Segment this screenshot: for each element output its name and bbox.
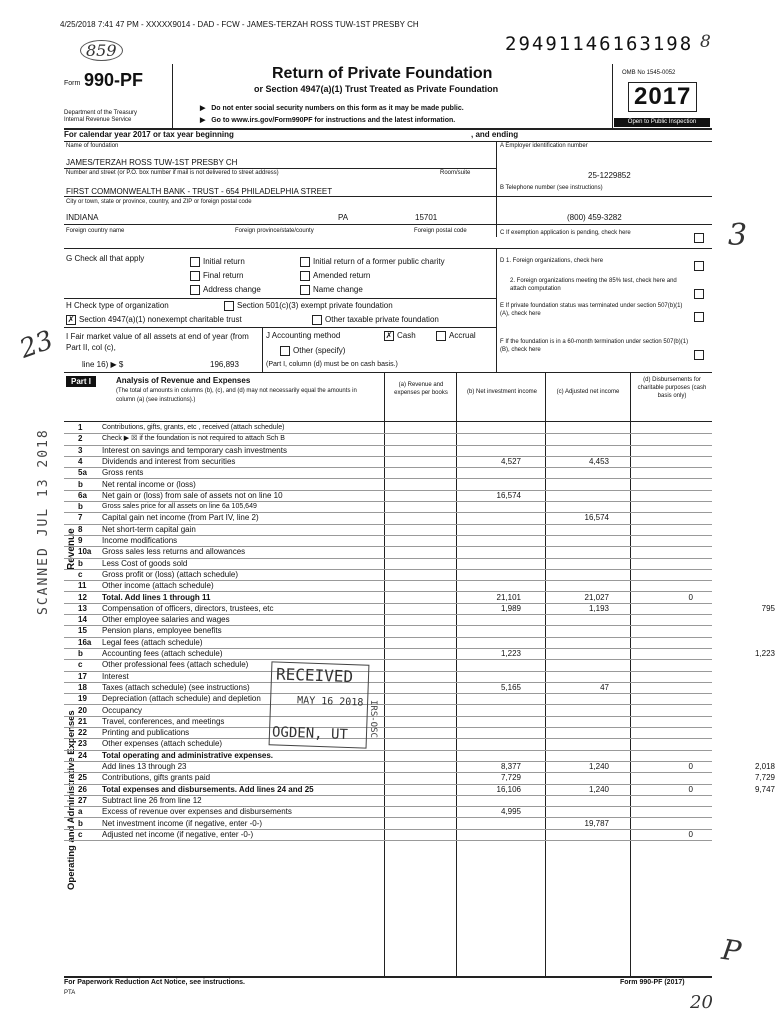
line-number: 2 xyxy=(78,434,83,444)
d2-checkbox[interactable] xyxy=(694,285,707,303)
phone-label: B Telephone number (see instructions) xyxy=(500,185,603,191)
revenue-side-label: Revenue xyxy=(66,528,77,570)
line-label: Gross sales price for all assets on line 6a 105,649 xyxy=(102,503,257,511)
line-label: Pension plans, employee benefits xyxy=(102,626,222,636)
line-number: 15 xyxy=(78,626,87,636)
line-number: 7 xyxy=(78,513,83,523)
ein-label: A Employer identification number xyxy=(500,143,588,149)
line-label: Other employee salaries and wages xyxy=(102,615,230,625)
h-other-checkbox[interactable]: Other taxable private foundation xyxy=(312,315,439,325)
line-number: 21 xyxy=(78,716,87,726)
line-label: Less Cost of goods sold xyxy=(102,558,188,568)
foreign-province-label: Foreign province/state/county xyxy=(235,228,314,234)
col-a-value[interactable]: 21,101 xyxy=(496,592,521,602)
col-b-value[interactable]: 21,027 xyxy=(584,592,609,602)
line-label: Contributions, gifts grants paid xyxy=(102,773,211,783)
pta-label: PTA xyxy=(64,990,76,996)
f-checkbox[interactable] xyxy=(694,346,707,364)
line-number: b xyxy=(78,558,83,568)
col-d-value[interactable]: 1,223 xyxy=(754,649,775,658)
h-501c3-checkbox[interactable]: Section 501(c)(3) exempt private foundation xyxy=(224,301,393,311)
line-number: 23 xyxy=(78,739,87,749)
line-label: Printing and publications xyxy=(102,728,190,738)
line-label: Net gain or (loss) from sale of assets not on line 10 xyxy=(102,490,283,500)
line-number: 26 xyxy=(78,784,87,794)
line-label: Total expenses and disbursements. Add lines 24 and 25 xyxy=(102,784,314,794)
col-b-value[interactable]: 1,240 xyxy=(588,784,609,794)
f-label: F If the foundation is in a 60-month termination under section 507(b)(1)(B), check here xyxy=(500,339,689,353)
col-b-value[interactable]: 1,240 xyxy=(588,762,609,771)
line-label: Depreciation (attach schedule) and depletion xyxy=(102,694,261,704)
line-label: Dividends and interest from securities xyxy=(102,456,236,466)
line-number: c xyxy=(78,829,83,839)
line-number: 5a xyxy=(78,468,87,478)
j-note: (Part I, column (d) must be on cash basis.) xyxy=(266,361,398,368)
line-number: c xyxy=(78,569,83,579)
col-c-value[interactable]: 0 xyxy=(688,592,693,602)
hand-8: 8 xyxy=(700,32,711,52)
col-a-value[interactable]: 7,729 xyxy=(500,773,521,783)
g-label: G Check all that apply xyxy=(66,254,145,263)
line-label: Income modifications xyxy=(102,536,178,545)
instruction-1: ▶ Do not enter social security numbers on this form as it may be made public. xyxy=(200,105,464,112)
hand-3: 3 xyxy=(728,218,748,253)
irs-osc-stamp: IRS-OSC xyxy=(368,700,378,738)
omb-number: OMB No 1545-0052 xyxy=(622,70,676,76)
col-c-value[interactable]: 0 xyxy=(688,784,693,794)
line-label: Total operating and administrative expenses. xyxy=(102,750,274,760)
form-title: Return of Private Foundation xyxy=(272,65,493,82)
fair-market-value: 196,893 xyxy=(210,360,239,369)
ein-value: 25-1229852 xyxy=(588,171,631,180)
line-number: 3 xyxy=(78,445,83,455)
line-number: a xyxy=(78,807,83,817)
line-label: Gross profit or (loss) (attach schedule) xyxy=(102,569,239,579)
line-number: 20 xyxy=(78,705,87,715)
col-d-value[interactable]: 2,018 xyxy=(754,762,775,771)
open-to-public: Open to Public Inspection xyxy=(614,118,710,127)
dept-1: Department of the Treasury xyxy=(64,110,138,116)
form-number: 990-PF xyxy=(84,70,144,90)
line-label: Gross sales less returns and allowances xyxy=(102,547,246,557)
final-return-checkbox[interactable]: Final return xyxy=(190,271,243,281)
line-number: 9 xyxy=(78,536,83,545)
zip: 15701 xyxy=(415,213,438,222)
form-subtitle: or Section 4947(a)(1) Trust Treated as Private Foundation xyxy=(254,84,499,94)
line-number: 12 xyxy=(78,592,87,602)
col-a-value[interactable]: 8,377 xyxy=(500,762,521,771)
paperwork-notice: For Paperwork Reduction Act Notice, see instructions. xyxy=(64,979,245,986)
hand-23: 23 xyxy=(15,325,58,365)
line-label: Net investment income (if negative, enter -0-) xyxy=(102,818,263,828)
line-number: b xyxy=(78,502,83,512)
line-label: Other expenses (attach schedule) xyxy=(102,739,223,749)
line-number: 10a xyxy=(78,547,92,557)
line-number: 18 xyxy=(78,682,87,692)
line-number: 17 xyxy=(78,671,87,681)
line-label: Occupancy xyxy=(102,705,143,715)
line-label: Contributions, gifts, grants, etc , received (attach schedule) xyxy=(102,424,285,431)
col-d-value[interactable]: 9,747 xyxy=(754,784,775,794)
line-number: b xyxy=(78,479,83,489)
line-number: 6a xyxy=(78,490,87,500)
cash-checkbox[interactable]: ✗ Cash xyxy=(385,331,416,341)
line-label: Total. Add lines 1 through 11 xyxy=(102,592,211,602)
line-label: Capital gain net income (from Part IV, line 2) xyxy=(102,513,259,523)
name-label: Name of foundation xyxy=(66,143,119,149)
foundation-name: JAMES/TERZAH ROSS TUW-1ST PRESBY CH xyxy=(66,158,238,167)
line-label: Interest xyxy=(102,671,129,681)
line-number: 14 xyxy=(78,615,87,625)
hand-code: 859 xyxy=(80,40,123,61)
street-label: Number and street (or P.O. box number if mail is not delivered to street address) xyxy=(66,170,279,176)
hand-20: 20 xyxy=(690,992,713,1013)
i-label: I Fair market value of all assets at end of year (from Part II, col (c), xyxy=(66,332,249,352)
col-a-value[interactable]: 1,223 xyxy=(500,649,521,658)
timestamp-line: 4/25/2018 7:41 47 PM - XXXXX9014 - DAD - FCW - JAMES-TERZAH ROSS TUW-1ST PRESBY CH xyxy=(60,20,419,29)
city: INDIANA xyxy=(66,213,99,222)
form-label: Form xyxy=(64,80,81,87)
exemption-pending-checkbox[interactable] xyxy=(694,229,707,247)
i-line: line 16) ▶ $ xyxy=(82,360,124,369)
h-label: H Check type of organization xyxy=(66,301,169,310)
line-label: Taxes (attach schedule) (see instructions) xyxy=(102,682,250,692)
line-label: Accounting fees (attach schedule) xyxy=(102,649,223,658)
address-change-checkbox[interactable]: Address change xyxy=(190,285,261,295)
line-label: Gross rents xyxy=(102,468,144,478)
line-number: 16a xyxy=(78,637,92,647)
col-a-header: (a) Revenue and expenses per books xyxy=(394,382,448,396)
line-number: 8 xyxy=(78,524,83,534)
amended-return-checkbox[interactable]: Amended return xyxy=(300,271,370,281)
col-c-value[interactable]: 0 xyxy=(688,762,693,771)
line-label: Other income (attach schedule) xyxy=(102,581,214,591)
d2-label: 2. Foreign organizations meeting the 85% test, check here and attach computation xyxy=(510,278,677,292)
exemption-pending-label: C If exemption application is pending, check here xyxy=(500,230,631,236)
line-label: Add lines 13 through 23 xyxy=(102,762,187,771)
col-b-value[interactable]: 4,453 xyxy=(588,456,609,466)
line-label: Interest on savings and temporary cash investments xyxy=(102,445,287,455)
state: PA xyxy=(338,213,349,222)
accrual-checkbox[interactable]: Accrual xyxy=(436,331,476,341)
room-label: Room/suite xyxy=(440,170,471,176)
col-a-value[interactable]: 4,995 xyxy=(500,807,521,817)
phone-number: (800) 459-3282 xyxy=(567,213,622,222)
line-number: b xyxy=(78,649,83,658)
col-a-value[interactable]: 16,574 xyxy=(496,490,521,500)
part-tag: Part I xyxy=(66,376,96,387)
expenses-side-label: Operating and Administrative Expenses xyxy=(66,710,77,890)
col-b-value[interactable]: 19,787 xyxy=(584,818,609,828)
foreign-postal-label: Foreign postal code xyxy=(414,228,467,234)
e-label: E If private foundation status was terminated under section 507(b)(1)(A), check here xyxy=(500,303,683,317)
line-number: 19 xyxy=(78,694,87,704)
col-b-value[interactable]: 47 xyxy=(600,682,609,692)
d1-checkbox[interactable] xyxy=(694,257,707,275)
form-footer: Form 990-PF (2017) xyxy=(620,979,685,986)
line-number: 22 xyxy=(78,728,87,738)
name-change-checkbox[interactable]: Name change xyxy=(300,285,363,295)
line-number: 13 xyxy=(78,603,87,613)
other-method-checkbox[interactable]: Other (specify) xyxy=(280,346,345,356)
col-d-value[interactable]: 795 xyxy=(761,603,775,613)
part-title-note: (The total of amounts in columns (b), (c), and (d) may not necessarily equal the amounts in column (a) (see instructions).) xyxy=(116,388,357,403)
calendar-year-line: For calendar year 2017 or tax year beginning xyxy=(64,130,234,139)
line-number: 1 xyxy=(78,423,83,432)
line-number: c xyxy=(78,660,83,670)
initial-return-checkbox[interactable]: Initial return xyxy=(190,257,245,267)
initial-former-checkbox[interactable]: Initial return of a former public charity xyxy=(300,257,445,267)
col-d-header: (d) Disbursements for charitable purposes (cash basis only) xyxy=(637,377,707,399)
col-d-value[interactable]: 7,729 xyxy=(754,773,775,783)
col-a-value[interactable]: 16,106 xyxy=(496,784,521,794)
line-label: Subtract line 26 from line 12 xyxy=(102,795,202,805)
line-label: Net rental income or (loss) xyxy=(102,479,196,489)
col-b-value[interactable]: 1,193 xyxy=(588,603,609,613)
part-title: Analysis of Revenue and Expenses xyxy=(116,376,251,385)
col-a-value[interactable]: 5,165 xyxy=(500,682,521,692)
col-b-value[interactable]: 16,574 xyxy=(584,513,609,523)
line-number: 25 xyxy=(78,773,87,783)
hand-p-mark: P xyxy=(719,932,744,969)
line-label: Check ▶ ☒ if the foundation is not required to attach Sch B xyxy=(102,435,285,443)
dept-2: Internal Revenue Service xyxy=(64,117,132,123)
line-label: Compensation of officers, directors, trustees, etc xyxy=(102,603,274,613)
table-row xyxy=(64,829,712,841)
d1-label: D 1. Foreign organizations, check here xyxy=(500,258,604,264)
line-number: 11 xyxy=(78,581,87,591)
line-label: Legal fees (attach schedule) xyxy=(102,637,203,647)
line-number: 4 xyxy=(78,456,83,466)
col-b-header: (b) Net investment income xyxy=(466,389,538,395)
instruction-2: ▶ Go to www.irs.gov/Form990PF for instructions and the latest information. xyxy=(200,117,456,124)
foreign-country-label: Foreign country name xyxy=(66,228,125,234)
col-a-value[interactable]: 4,527 xyxy=(500,456,521,466)
line-label: Travel, conferences, and meetings xyxy=(102,716,225,726)
and-ending: , and ending xyxy=(471,130,519,139)
line-number: 27 xyxy=(78,795,87,805)
col-c-value[interactable]: 0 xyxy=(688,829,693,839)
line-number: 24 xyxy=(78,750,87,760)
scanned-stamp: SCANNED JUL 13 2018 xyxy=(36,428,51,615)
line-label: Net short-term capital gain xyxy=(102,524,196,534)
col-a-value[interactable]: 1,989 xyxy=(500,603,521,613)
received-stamp: RECEIVED MAY 16 2018 OGDEN, UT xyxy=(269,661,370,748)
dln-number: 29491146163198 xyxy=(505,33,694,55)
line-number: b xyxy=(78,818,83,828)
city-label: City or town, state or province, country, and ZIP or foreign postal code xyxy=(66,199,252,205)
street-address: FIRST COMMONWEALTH BANK - TRUST - 654 PHILADELPHIA STREET xyxy=(66,187,333,196)
j-label: J Accounting method xyxy=(266,331,341,340)
tax-year: 2017 xyxy=(628,82,697,112)
line-label: Excess of revenue over expenses and disbursements xyxy=(102,807,292,817)
e-checkbox[interactable] xyxy=(694,308,707,326)
col-c-header: (c) Adjusted net income xyxy=(556,389,620,395)
line-label: Other professional fees (attach schedule) xyxy=(102,660,249,670)
h-4947-checkbox[interactable]: ✗ Section 4947(a)(1) nonexempt charitable trust xyxy=(67,315,242,325)
line-label: Adjusted net income (if negative, enter -0-) xyxy=(102,829,254,839)
